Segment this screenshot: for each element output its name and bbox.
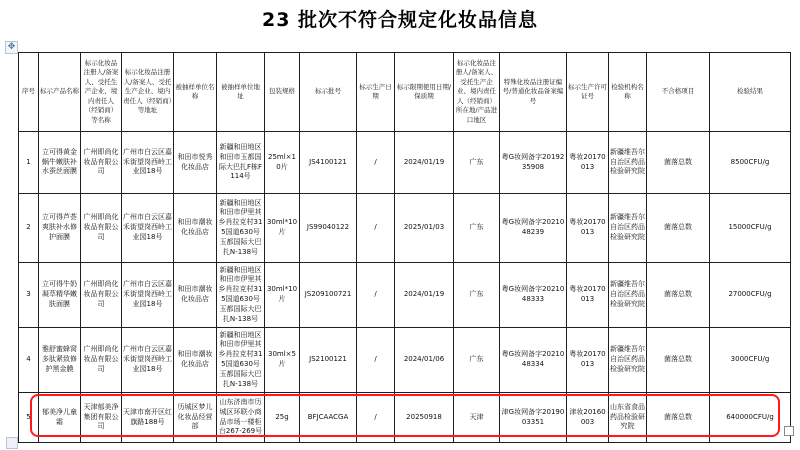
page-title[interactable]: 23 批次不符合规定化妆品信息: [261, 9, 539, 31]
table-cell[interactable]: /: [357, 132, 395, 194]
table-cell[interactable]: 和田市潮妆化妆品店: [174, 263, 217, 328]
table-cell[interactable]: 新疆维吾尔自治区药品检验研究院: [609, 194, 647, 263]
table-cell[interactable]: 山东济南市历城区环联小商品市场一楼柜台267-269号: [217, 393, 265, 443]
column-header: 检验结果: [710, 53, 791, 132]
table-cell[interactable]: 30ml*10片: [265, 194, 300, 263]
table-cell[interactable]: 立可得牛奶凝萃精华嫩肤面膜: [39, 263, 81, 328]
table-cell[interactable]: 广东: [454, 263, 500, 328]
table-cell[interactable]: 30ml*10片: [265, 263, 300, 328]
table-cell[interactable]: 3000CFU/g: [710, 328, 791, 393]
table-cell[interactable]: 立可得黄金蜗牛嫩肤补水蚕丝面膜: [39, 132, 81, 194]
table-cell[interactable]: JS209100721: [300, 263, 357, 328]
table-cell[interactable]: 新疆维吾尔自治区药品检验研究院: [609, 132, 647, 194]
column-header: 标示化妆品注册人/备案人、受托生产企业、境内责任人（经销商）等地址: [122, 53, 174, 132]
table-row: [19, 194, 791, 263]
table-cell[interactable]: 粤G妆网备字2021048334: [500, 328, 567, 393]
table-cell[interactable]: 天津市南开区红旗路188号: [122, 393, 174, 443]
move-cross-icon: ✥: [7, 42, 16, 52]
table-resize-handle[interactable]: [784, 426, 794, 436]
table-cell[interactable]: 天津: [454, 393, 500, 443]
table-cell[interactable]: 广州即尚化妆品有限公司: [81, 132, 122, 194]
table-cell[interactable]: 2024/01/19: [395, 263, 454, 328]
table-cell[interactable]: 30ml×5片: [265, 328, 300, 393]
table-cell[interactable]: /: [357, 194, 395, 263]
table-cell[interactable]: 津妆20160003: [567, 393, 609, 443]
table-cell[interactable]: 山东省食品药品检验研究院: [609, 393, 647, 443]
table-cell[interactable]: 2024/01/06: [395, 328, 454, 393]
table-cell[interactable]: 粤G妆网备字2021048333: [500, 263, 567, 328]
table-cell[interactable]: 15000CFU/g: [710, 194, 791, 263]
table-cell[interactable]: 菌落总数: [647, 194, 710, 263]
table-cell[interactable]: JS99040122: [300, 194, 357, 263]
table-cell[interactable]: 2: [19, 194, 39, 263]
column-header: 序号: [19, 53, 39, 132]
column-header: 不合格项目: [647, 53, 710, 132]
table-cell[interactable]: 立可得芦荟爽肤补水修护面膜: [39, 194, 81, 263]
table-cell[interactable]: JS2100121: [300, 328, 357, 393]
table-cell[interactable]: 粤G妆网备字2021048239: [500, 194, 567, 263]
table-cell[interactable]: /: [357, 393, 395, 443]
table-cell[interactable]: 5: [19, 393, 39, 443]
table-row: [19, 393, 791, 443]
table-row: [19, 132, 791, 194]
table-cell[interactable]: 天津郁美净集团有限公司: [81, 393, 122, 443]
column-header: 标示产品名称: [39, 53, 81, 132]
table-cell[interactable]: 粤妆20170013: [567, 328, 609, 393]
table-cell[interactable]: 菌落总数: [647, 132, 710, 194]
table-cell[interactable]: 新疆和田地区和田市玉都国际大巴扎F栋F114号: [217, 132, 265, 194]
table-cell[interactable]: 4: [19, 328, 39, 393]
table-cell[interactable]: 新疆维吾尔自治区药品检验研究院: [609, 263, 647, 328]
table-cell[interactable]: /: [357, 263, 395, 328]
table-cell[interactable]: 广州即尚化妆品有限公司: [81, 328, 122, 393]
column-header: 被抽样单位名称: [174, 53, 217, 132]
column-header: 被抽样单位地址: [217, 53, 265, 132]
table-cell[interactable]: 广东: [454, 132, 500, 194]
table-cell[interactable]: 粤妆20170013: [567, 263, 609, 328]
table-cell[interactable]: 27000CFU/g: [710, 263, 791, 328]
table-cell[interactable]: 历城区梦儿化妆品经营部: [174, 393, 217, 443]
table-cell[interactable]: 菌落总数: [647, 393, 710, 443]
table-anchor-icon[interactable]: [6, 437, 18, 449]
table-cell[interactable]: 郁美净儿童霜: [39, 393, 81, 443]
table-cell[interactable]: 粤妆20170013: [567, 132, 609, 194]
table-cell[interactable]: 广州市白云区嘉禾街望岗西岭工业园18号: [122, 194, 174, 263]
column-header: 标示生产日期: [357, 53, 395, 132]
column-header: 标示批号: [300, 53, 357, 132]
table-cell[interactable]: 粤G妆网备字2019235908: [500, 132, 567, 194]
table-cell[interactable]: JS4100121: [300, 132, 357, 194]
table-cell[interactable]: /: [357, 328, 395, 393]
table-cell[interactable]: 25g: [265, 393, 300, 443]
table-cell[interactable]: 新疆和田地区和田市伊里其乡肖拉克村315国道630号玉都国际大巴扎N-138号: [217, 263, 265, 328]
table-cell[interactable]: 广东: [454, 194, 500, 263]
table-cell[interactable]: 1: [19, 132, 39, 194]
column-header: 标示化妆品注册人/备案人、受托生产企业、境内责任人（经销商）所在地/产品进口地区: [454, 53, 500, 132]
table-cell[interactable]: 粤妆20170013: [567, 194, 609, 263]
table-cell[interactable]: 新疆和田地区和田市伊里其乡肖拉克村315国道630号玉都国际大巴扎N-138号: [217, 194, 265, 263]
table-cell[interactable]: 8500CFU/g: [710, 132, 791, 194]
table-cell[interactable]: 20250918: [395, 393, 454, 443]
column-header: 标示限期使用日期/保质期: [395, 53, 454, 132]
table-cell[interactable]: 新疆维吾尔自治区药品检验研究院: [609, 328, 647, 393]
table-cell[interactable]: 和田市悦秀化妆品店: [174, 132, 217, 194]
table-cell[interactable]: 3: [19, 263, 39, 328]
table-cell[interactable]: 和田市潮妆化妆品店: [174, 328, 217, 393]
table-cell[interactable]: 广州市白云区嘉禾街望岗西岭工业园18号: [122, 132, 174, 194]
header-row: [19, 53, 791, 132]
table-cell[interactable]: 2024/01/19: [395, 132, 454, 194]
table-cell[interactable]: 广州即尚化妆品有限公司: [81, 263, 122, 328]
table-cell[interactable]: 雅舒蜜蜂窝多肽紧致修护黑金膜: [39, 328, 81, 393]
column-header: 标示化妆品注册人/备案人、受托生产企业、境内责任人（经销商）等名称: [81, 53, 122, 132]
table-cell[interactable]: 广州市白云区嘉禾街望岗西岭工业园18号: [122, 263, 174, 328]
table-cell[interactable]: 广州市白云区嘉禾街望岗西岭工业园18号: [122, 328, 174, 393]
table-row: [19, 263, 791, 328]
table-cell[interactable]: 津G妆网备字2019003351: [500, 393, 567, 443]
column-header: 特殊化妆品注册证编号/普通化妆品备案编号: [500, 53, 567, 132]
table-cell[interactable]: 640000CFU/g: [710, 393, 791, 443]
table-row: [19, 328, 791, 393]
table-cell[interactable]: 菌落总数: [647, 328, 710, 393]
cosmetics-violation-table: [18, 52, 791, 443]
table-cell[interactable]: BFJCAACGA: [300, 393, 357, 443]
table-cell[interactable]: 新疆和田地区和田市伊里其乡肖拉克村315国道630号玉都国际大巴扎N-138号: [217, 328, 265, 393]
table-cell[interactable]: 和田市潮妆化妆品店: [174, 194, 217, 263]
column-header: 标示生产许可证号: [567, 53, 609, 132]
table-cell[interactable]: 广东: [454, 328, 500, 393]
column-header: 包装规格: [265, 53, 300, 132]
table-cell[interactable]: 广州即尚化妆品有限公司: [81, 194, 122, 263]
table-cell[interactable]: 2025/01/03: [395, 194, 454, 263]
table-move-handle[interactable]: [5, 41, 18, 54]
table-cell[interactable]: 25ml×10片: [265, 132, 300, 194]
table-cell[interactable]: 菌落总数: [647, 263, 710, 328]
column-header: 检验机构名称: [609, 53, 647, 132]
